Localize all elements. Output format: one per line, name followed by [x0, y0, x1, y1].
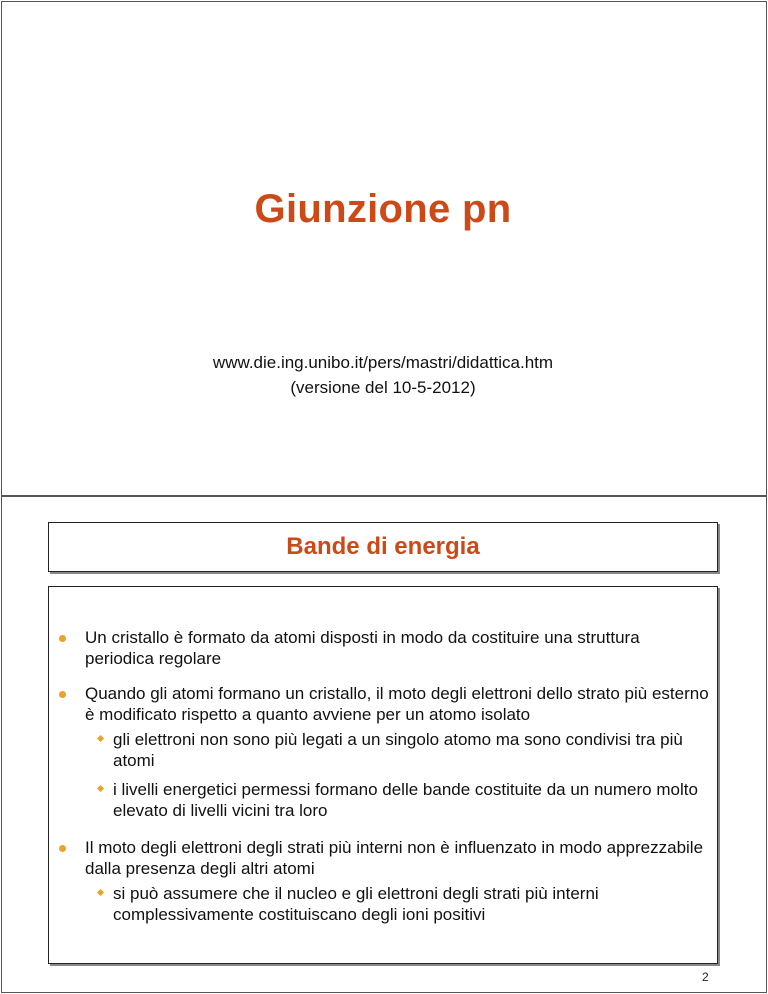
- diamond-bullet-icon: [97, 889, 104, 896]
- bullet-dot-icon: [59, 691, 66, 698]
- bullet-3-text: Il moto degli elettroni degli strati più interni non è influenzato in modo apprezzabile dalla presenza degli altri atomi: [85, 838, 704, 878]
- sub-bullet-3-1-text: si può assumere che il nucleo e gli elettroni degli strati più interni complessivamente costituiscano degli ioni positivi: [113, 884, 599, 924]
- diamond-bullet-icon: [97, 785, 104, 792]
- slide-2-title: Bande di energia: [286, 533, 480, 560]
- page-number: 2: [702, 970, 709, 984]
- diamond-bullet-icon: [97, 735, 104, 742]
- bullet-dot-icon: [59, 845, 66, 852]
- bullet-1-text: Un cristallo è formato da atomi disposti in modo da costituire una struttura periodica regolare: [85, 628, 640, 668]
- slide-1: [1, 1, 767, 496]
- bullet-2-text: Quando gli atomi formano un cristallo, il moto degli elettroni dello strato più esterno è modificato rispetto a quanto avviene per un atomo isolato: [85, 684, 709, 724]
- slide-2-content: [48, 586, 718, 964]
- sub-bullet-2-2-text: i livelli energetici permessi formano delle bande costituite da un numero molto elevato di livelli vicini tra loro: [113, 780, 698, 820]
- course-url: www.die.ing.unibo.it/pers/mastri/didattica.htm: [212, 353, 554, 372]
- slide-2-title-box: [48, 522, 718, 572]
- version-note: (versione del 10-5-2012): [290, 378, 476, 397]
- sub-bullet-2-1-text: gli elettroni non sono più legati a un singolo atomo ma sono condivisi tra più atomi: [113, 730, 683, 770]
- bullet-dot-icon: [59, 635, 66, 642]
- slide-1-title: Giunzione pn: [254, 187, 512, 231]
